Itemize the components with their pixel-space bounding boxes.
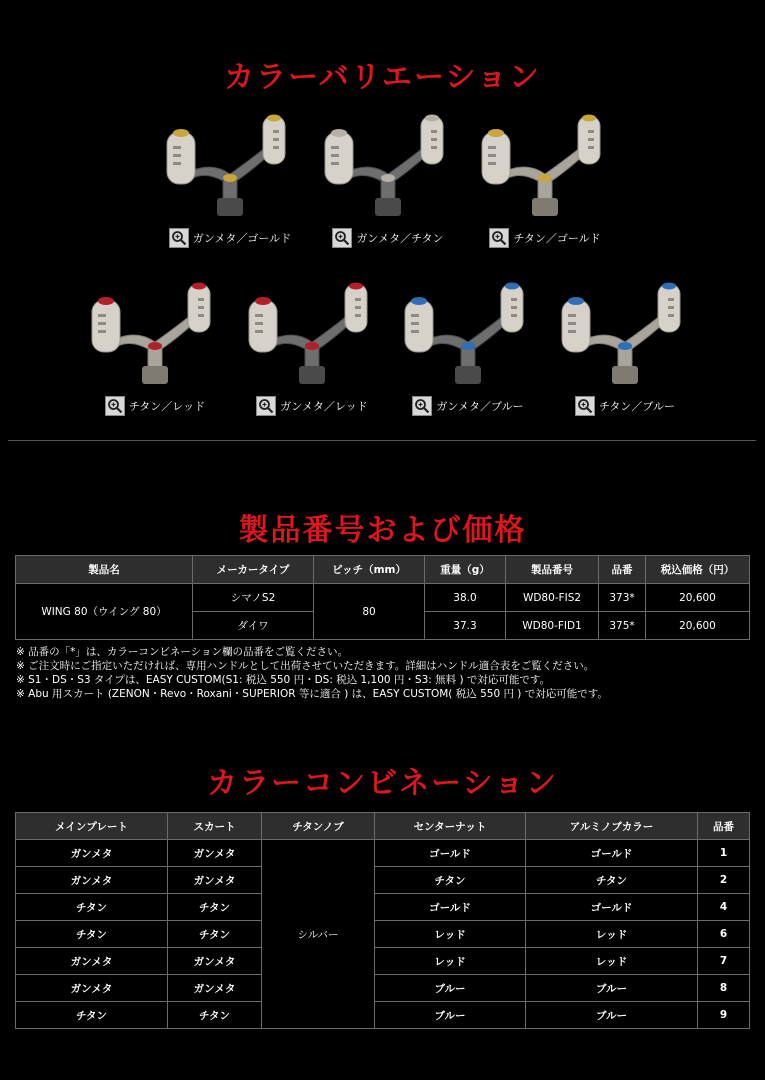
variant-caption[interactable] — [550, 396, 700, 416]
zoom-icon[interactable] — [575, 396, 595, 416]
center-nut: ゴールド — [375, 840, 526, 867]
variant-label: ガンメタ／チタン — [356, 232, 444, 245]
handle-image[interactable] — [550, 280, 700, 395]
variant-caption[interactable] — [393, 396, 543, 416]
handle-image[interactable] — [393, 280, 543, 395]
skirt: チタン — [168, 1002, 262, 1029]
variant-label: ガンメタ／ゴールド — [192, 232, 292, 245]
zoom-icon[interactable] — [412, 396, 432, 416]
variant-label: チタン／ゴールド — [513, 232, 601, 245]
product-code: WD80-FID1 — [506, 612, 599, 640]
main-plate: ガンメタ — [16, 948, 168, 975]
part-number: 4 — [698, 894, 750, 921]
product-price-title: 製品番号および価格 — [238, 513, 527, 548]
table-row — [16, 584, 750, 612]
skirt: ガンメタ — [168, 867, 262, 894]
handle-image[interactable] — [313, 112, 463, 227]
center-nut: ブルー — [375, 1002, 526, 1029]
table-header: アルミノブカラー — [526, 813, 698, 840]
table-row — [16, 975, 750, 1002]
handle-image[interactable] — [237, 280, 387, 395]
part-number: 6 — [698, 921, 750, 948]
aluminum-knob-color: ブルー — [526, 975, 698, 1002]
color-variation-title: カラーバリエーション — [224, 60, 541, 95]
main-plate: チタン — [16, 1002, 168, 1029]
note-line: ※ S1・DS・S3 タイプは、EASY CUSTOM(S1: 税込 550 円・DS: 税込 1,100 円・S3: 無料 ) で対応可能です。 — [16, 674, 551, 686]
color-combination-table — [15, 812, 750, 1029]
aluminum-knob-color: レッド — [526, 948, 698, 975]
center-nut: ゴールド — [375, 894, 526, 921]
table-header: 製品番号 — [506, 556, 599, 584]
center-nut: レッド — [375, 948, 526, 975]
part-number: 2 — [698, 867, 750, 894]
skirt: チタン — [168, 894, 262, 921]
skirt: ガンメタ — [168, 840, 262, 867]
table-row — [16, 1002, 750, 1029]
table-header: 重量（g） — [425, 556, 506, 584]
note-line: ※ Abu 用スカート (ZENON・Revo・Roxani・SUPERIOR 等に適合 ) は、EASY CUSTOM( 税込 550 円 ) で対応可能です。 — [16, 688, 608, 700]
variant-label: チタン／ブルー — [598, 400, 675, 413]
skirt: チタン — [168, 921, 262, 948]
table-header: センターナット — [375, 813, 526, 840]
table-row — [16, 948, 750, 975]
table-header: メーカータイプ — [193, 556, 314, 584]
aluminum-knob-color: チタン — [526, 867, 698, 894]
main-plate: ガンメタ — [16, 840, 168, 867]
skirt: ガンメタ — [168, 975, 262, 1002]
color-combination-title: カラーコンビネーション — [207, 766, 558, 801]
main-plate: チタン — [16, 894, 168, 921]
variant-label: チタン／レッド — [128, 400, 206, 413]
table-header: ピッチ（mm） — [314, 556, 425, 584]
product-code: WD80-FIS2 — [506, 584, 599, 612]
variation-row-1 — [0, 112, 765, 252]
section-divider — [8, 440, 756, 441]
price: 20,600 — [646, 612, 750, 640]
table-header: 品番 — [698, 813, 750, 840]
table-header: 税込価格（円） — [646, 556, 750, 584]
variant-caption[interactable] — [80, 396, 230, 416]
center-nut: レッド — [375, 921, 526, 948]
table-header-row — [16, 556, 750, 584]
maker-type: シマノS2 — [193, 584, 314, 612]
skirt: ガンメタ — [168, 948, 262, 975]
variation-row-2 — [0, 280, 765, 420]
part-number: 9 — [698, 1002, 750, 1029]
variant-caption[interactable] — [155, 228, 305, 248]
notes — [16, 645, 756, 701]
pitch: 80 — [314, 584, 425, 640]
weight: 37.3 — [425, 612, 506, 640]
variant-label: ガンメタ／ブルー — [436, 400, 524, 413]
zoom-icon[interactable] — [105, 396, 125, 416]
part-number: 7 — [698, 948, 750, 975]
maker-type: ダイワ — [193, 612, 314, 640]
note-line: ※ 品番の「*」は、カラーコンビネーション欄の品番をご覧ください。 — [16, 646, 348, 658]
zoom-icon[interactable] — [332, 228, 352, 248]
table-row — [16, 840, 750, 867]
variant-label: ガンメタ／レッド — [280, 400, 368, 413]
part-number: 375* — [599, 612, 646, 640]
center-nut: チタン — [375, 867, 526, 894]
part-number: 8 — [698, 975, 750, 1002]
table-row — [16, 867, 750, 894]
aluminum-knob-color: ゴールド — [526, 894, 698, 921]
table-header: 品番 — [599, 556, 646, 584]
aluminum-knob-color: ブルー — [526, 1002, 698, 1029]
price: 20,600 — [646, 584, 750, 612]
aluminum-knob-color: レッド — [526, 921, 698, 948]
handle-image[interactable] — [155, 112, 305, 227]
part-number: 373* — [599, 584, 646, 612]
product-name: WING 80（ウイング 80） — [16, 584, 193, 640]
table-header: チタンノブ — [262, 813, 375, 840]
handle-image[interactable] — [80, 280, 230, 395]
table-row — [16, 921, 750, 948]
zoom-icon[interactable] — [169, 228, 189, 248]
zoom-icon[interactable] — [489, 228, 509, 248]
table-header: 製品名 — [16, 556, 193, 584]
variant-caption[interactable] — [313, 228, 463, 248]
main-plate: チタン — [16, 921, 168, 948]
handle-image[interactable] — [470, 112, 620, 227]
zoom-icon[interactable] — [256, 396, 276, 416]
part-number: 1 — [698, 840, 750, 867]
titanium-knob: シルバー — [262, 840, 375, 1029]
table-header-row — [16, 813, 750, 840]
main-plate: ガンメタ — [16, 975, 168, 1002]
table-row — [16, 894, 750, 921]
variant-caption[interactable] — [470, 228, 620, 248]
main-plate: ガンメタ — [16, 867, 168, 894]
weight: 38.0 — [425, 584, 506, 612]
aluminum-knob-color: ゴールド — [526, 840, 698, 867]
table-header: スカート — [168, 813, 262, 840]
table-header: メインプレート — [16, 813, 168, 840]
variant-caption[interactable] — [237, 396, 387, 416]
center-nut: ブルー — [375, 975, 526, 1002]
note-line: ※ ご注文時にご指定いただければ、専用ハンドルとして出荷させていただきます。詳細はハンドル適合表をご覧ください。 — [16, 660, 595, 672]
product-price-table — [15, 555, 750, 640]
